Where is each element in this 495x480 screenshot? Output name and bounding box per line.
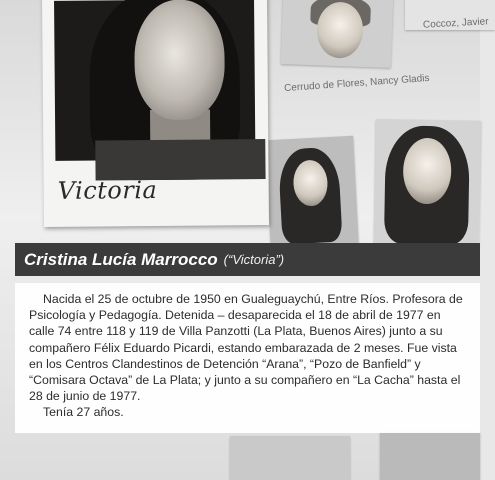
- background-label-cerrudo: Cerrudo de Flores, Nancy Gladis: [283, 72, 430, 95]
- name-banner: [15, 243, 480, 276]
- background-photo-right-woman: [374, 119, 481, 246]
- polaroid-signature: Victoria: [57, 175, 158, 205]
- background-photo-lower-mid: [230, 436, 350, 480]
- age-text: Tenía 27 años.: [43, 405, 124, 420]
- background-photo-lower-right: [380, 432, 480, 480]
- person-alias: (“Victoria”): [223, 252, 285, 267]
- portrait-photo: [54, 0, 255, 161]
- person-name: Cristina Lucía Marrocco: [24, 249, 218, 269]
- background-photo-top-right: [281, 0, 393, 68]
- biography-text: Nacida el 25 de octubre de 1950 en Gualeguaychú, Entre Ríos. Profesora de Psicología y Pedagogía. Detenida – desaparecida el 18 de abril de 1977 en calle 74 entre 118 y 119 de Villa Panzotti (La Plata, Buenos Aires) junto a su compañero Félix Eduardo Picardi, estando embarazada de 2 meses. Fue vista en los Centros Clandestinos de Detención “Arana”, “Pozo de Banfield” y “Comisara Octava” de La Plata; y junto a su compañero en “La Cacha” hasta el 28 de junio de 1977.: [29, 292, 463, 404]
- background-label-coccoz: Coccoz, Javier: [422, 16, 489, 31]
- background-photo-middle: [265, 136, 359, 250]
- biography-panel: [15, 283, 480, 433]
- polaroid-frame: [42, 0, 269, 227]
